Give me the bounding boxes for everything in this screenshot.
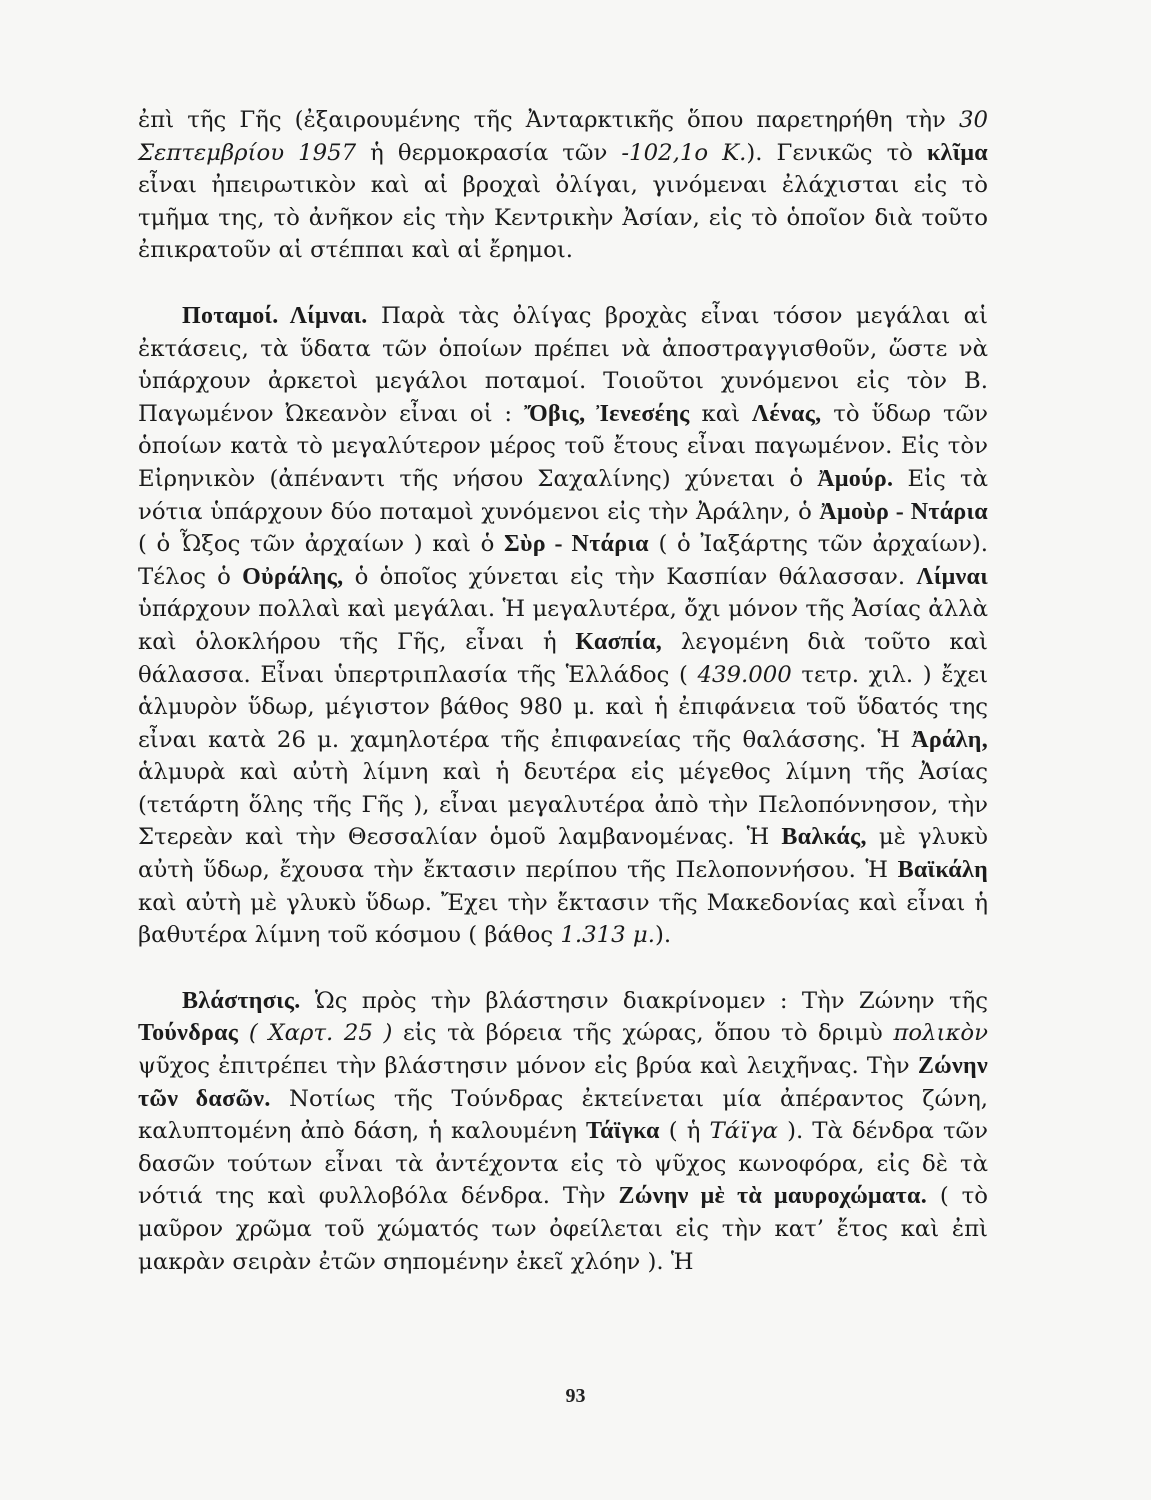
term-valkas: Βαλκάς, bbox=[781, 824, 867, 851]
text: ἡ θερμοκρασία τῶν bbox=[356, 139, 622, 166]
term-amour-ntaria: Ἀμοὺρ - Ντάρια bbox=[819, 498, 988, 525]
term-zoni-dason: Ζώνην τῶν δασῶν. bbox=[138, 1053, 988, 1112]
text: ). Γενικῶς τὸ bbox=[746, 139, 927, 166]
map-reference: ( Χαρτ. 25 ) bbox=[248, 1020, 393, 1047]
text: ( ὁ Ἰαξάρτης τῶν ἀρχαίων). Τέλος ὁ bbox=[138, 531, 988, 590]
term-limnai: Λίμναι bbox=[916, 563, 988, 590]
text: ). bbox=[654, 922, 672, 949]
section-heading-rivers-lakes: Ποταμοί. Λίμναι. bbox=[182, 302, 368, 329]
text: καὶ bbox=[689, 400, 752, 427]
text: ). Τὰ δένδρα τῶν δασῶν τούτων εἶναι τὰ ἀντέχοντα εἰς τὸ ψῦχος κωνοφόρα, εἰς δὲ τὰ νότιά της καὶ φυλλοβόλα δένδρα. Τὴν bbox=[138, 1118, 989, 1210]
text: Ὡς πρὸς τὴν βλάστησιν διακρίνομεν : Τὴν Ζώνην τῆς bbox=[300, 987, 988, 1014]
term-kaspia: Κασπία, bbox=[575, 628, 663, 655]
text: ( ὁ Ὦξος τῶν ἀρχαίων ) καὶ ὁ bbox=[138, 531, 504, 558]
paragraph-vegetation bbox=[138, 985, 988, 1278]
text: ( ἡ bbox=[659, 1118, 710, 1145]
term-lenas: Λένας, bbox=[751, 400, 822, 427]
temperature: -102,1ο Κ. bbox=[621, 139, 747, 166]
term-klima: κλῖμα bbox=[926, 139, 988, 166]
text: μὲ γλυκὺ αὐτὴ ὕδωρ, ἔχουσα τὴν ἔκτασιν περίπου τῆς Πελοποννήσου. Ἡ bbox=[138, 824, 988, 884]
text: ( τὸ μαῦρον χρῶμα τοῦ χώματός των ὀφείλεται εἰς τὴν κατ’ ἔτος καὶ ἐπὶ μακρὰν σειρὰν ἐτῶν σηπομένην ἐκεῖ χλόην ). Ἡ bbox=[138, 1183, 988, 1275]
term-amour: Ἀμούρ. bbox=[817, 465, 894, 492]
term-syr-ntaria: Σὺρ - Ντάρια bbox=[503, 531, 649, 558]
term-taiga: Τάϊγα bbox=[709, 1118, 778, 1145]
term-taigka: Τάϊγκα bbox=[585, 1118, 660, 1145]
text: Νοτίως τῆς Τούνδρας ἐκτείνεται μία ἀπέραντος ζώνη, καλυπτομένη ἀπὸ δάση, ἡ καλουμένη bbox=[138, 1085, 988, 1145]
term-polikon: πολικὸν bbox=[893, 1020, 989, 1047]
text: εἶναι ἠπειρωτικὸν καὶ αἱ βροχαὶ ὀλίγαι, γινόμεναι ἐλάχισται εἰς τὸ τμῆμα της, τὸ ἀνῆκον εἰς τὴν Κεντρικὴν Ἀσίαν, εἰς τὸ ὁποῖον διὰ τοῦτο ἐπικρατοῦν αἱ στέππαι καὶ αἱ ἔρημοι. bbox=[138, 172, 988, 264]
text: Παρὰ τὰς ὀλίγας βροχὰς εἶναι τόσον μεγάλαι αἱ ἐκτάσεις, τὰ ὕδατα τῶν ὁποίων πρέπει νὰ ἀποστραγγισθοῦν, ὥστε νὰ ὑπάρχουν ἀρκετοὶ μεγάλοι ποταμοί. Τοιοῦτοι χυνόμενοι εἰς τὸν Β. Παγωμένον Ὠκεανὸν εἶναι οἱ : bbox=[138, 302, 988, 427]
term-arali: Ἀράλη, bbox=[911, 726, 988, 753]
paragraph-rivers-lakes bbox=[138, 300, 988, 952]
term-ouralis: Οὐράλης, bbox=[242, 563, 344, 590]
text: λεγομένη διὰ τοῦτο καὶ θάλασσα. Εἶναι ὑπερτριπλασία τῆς Ἑλλάδος ( bbox=[138, 628, 988, 688]
text: ψῦχος ἐπιτρέπει τὴν βλάστησιν μόνον εἰς βρύα καὶ λειχῆνας. Τὴν bbox=[138, 1053, 918, 1080]
text: τετρ. χιλ. ) ἔχει ἁλμυρὸν ὕδωρ, μέγιστον βάθος 980 μ. καὶ ἡ ἐπιφάνεια τοῦ ὕδατός της εἶναι κατὰ 26 μ. χαμηλοτέρα τῆς ἐπιφανείας τῆς θαλάσσης. Ἡ bbox=[138, 661, 989, 753]
text: ὁ ὁποῖος χύνεται εἰς τὴν Κασπίαν θάλασσαν. bbox=[343, 563, 917, 590]
text: Εἰς τὰ νότια ὑπάρχουν δύο ποταμοὶ χυνόμενοι εἰς τὴν Ἀράλην, ὁ bbox=[138, 465, 988, 525]
date: 30 Σεπτεμβρίου 1957 bbox=[138, 107, 988, 166]
term-mavrochomata: Ζώνην μὲ τὰ μαυροχώματα. bbox=[618, 1183, 927, 1210]
term-obis: Ὄβις, Ἰενεσέης bbox=[523, 400, 690, 427]
text: τὸ ὕδωρ τῶν ὁποίων κατὰ τὸ μεγαλύτερον μέρος τοῦ ἔτους εἶναι παγωμένον. Εἰς τὸν Εἰρηνικὸν (ἀπέναντι τῆς νήσου Σαχαλίνης) χύνεται ὁ bbox=[138, 400, 988, 492]
page-number: 93 bbox=[565, 1385, 586, 1407]
text: ἐπὶ τῆς Γῆς (ἐξαιρουμένης τῆς Ἀνταρκτικῆς ὅπου παρετηρήθη τὴν bbox=[138, 107, 959, 133]
text: εἰς τὰ βόρεια τῆς χώρας, ὅπου τὸ δριμὺ bbox=[392, 1020, 894, 1047]
text: ἁλμυρὰ καὶ αὐτὴ λίμνη καὶ ἡ δευτέρα εἰς μέγεθος λίμνη τῆς Ἀσίας (τετάρτη ὅλης τῆς Γῆς ), εἶναι μεγαλυτέρα ἀπὸ τὴν Πελοπόννησον, τὴν Στερεὰν καὶ τὴν Θεσσαλίαν ὁμοῦ λαμβανομένας. Ἡ bbox=[138, 759, 988, 851]
term-tountras: Τούνδρας bbox=[138, 1020, 239, 1047]
paragraph-climate bbox=[138, 104, 988, 267]
term-vaikali: Βαϊκάλη bbox=[897, 857, 988, 884]
section-heading-vegetation: Βλάστησις. bbox=[182, 987, 301, 1014]
area-value: 439.000 bbox=[697, 661, 792, 688]
text: ὑπάρχουν πολλαὶ καὶ μεγάλαι. Ἡ μεγαλυτέρα, ὄχι μόνον τῆς Ἀσίας ἀλλὰ καὶ ὁλοκλήρου τῆς Γῆς, εἶναι ἡ bbox=[138, 596, 988, 655]
depth-value: 1.313 μ. bbox=[560, 922, 655, 949]
page-text bbox=[138, 104, 988, 1278]
text: καὶ αὐτὴ μὲ γλυκὺ ὕδωρ. Ἔχει τὴν ἔκτασιν τῆς Μακεδονίας καὶ εἶναι ἡ βαθυτέρα λίμνη τοῦ κόσμου ( βάθος bbox=[138, 889, 988, 949]
